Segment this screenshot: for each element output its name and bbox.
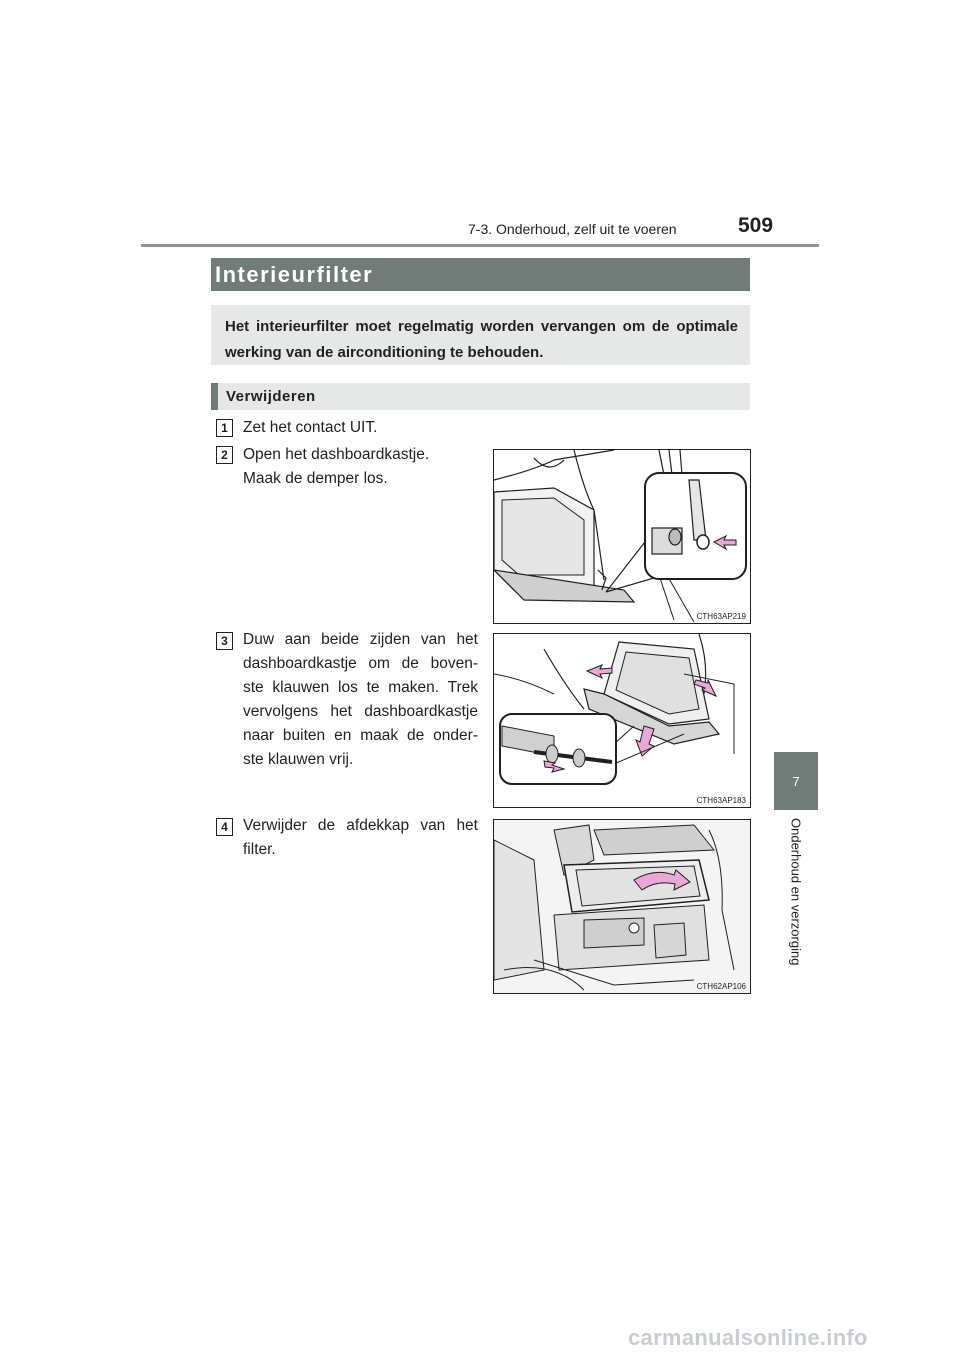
step-number-1: 1 — [216, 419, 233, 437]
step-2-text — [243, 443, 429, 491]
filter-cover-illustration — [494, 820, 750, 993]
step-number-3: 3 — [216, 632, 233, 650]
header-rule — [141, 244, 819, 247]
subsection-heading: Verwijderen — [211, 383, 750, 410]
step-4-line: Verwijder de afdekkap van het — [243, 817, 478, 834]
page-number: 509 — [738, 214, 774, 237]
step-3-line: vervolgens het dashboardkastje — [243, 703, 478, 720]
chapter-tab: 7 — [774, 752, 818, 810]
glovebox-damper-illustration — [494, 450, 750, 623]
chapter-label-text: Onderhoud en verzorging — [788, 818, 804, 966]
step-1-line: Zet het contact UIT. — [243, 419, 378, 436]
step-1-text — [243, 416, 377, 440]
figure-code: CTH63AP219 — [696, 612, 746, 621]
header-section-title: 7-3. Onderhoud, zelf uit te voeren — [468, 221, 677, 237]
section-title: Interieurfilter — [211, 258, 750, 291]
step-3-line: ste klauwen los te maken. Trek — [243, 679, 478, 696]
figure-filter-cover — [493, 819, 751, 994]
step-2-line: Maak de demper los. — [243, 470, 388, 487]
step-3-line: naar buiten en maak de onder- — [243, 727, 478, 744]
step-3-text — [243, 628, 478, 772]
step-4-line: filter. — [243, 841, 276, 858]
step-number-2: 2 — [216, 446, 233, 464]
step-3-line: ste klauwen vrij. — [243, 751, 354, 768]
chapter-label — [786, 818, 806, 988]
figure-glovebox-claws — [493, 633, 751, 808]
figure-code: CTH63AP183 — [696, 796, 746, 805]
step-2-line: Open het dashboardkastje. — [243, 446, 430, 463]
figure-code: CTH62AP106 — [696, 982, 746, 991]
watermark-logo: carmanualsonline.info — [628, 1325, 868, 1350]
step-3-line: dashboardkastje om de boven- — [243, 655, 478, 672]
step-number-4: 4 — [216, 818, 233, 836]
step-3-line: Duw aan beide zijden van het — [243, 631, 478, 648]
figure-glovebox-damper — [493, 449, 751, 624]
intro-box: Het interieurfilter moet regelmatig worden vervangen om de optimale werking van de airconditioning te behouden. — [211, 305, 750, 365]
step-4-text — [243, 814, 478, 862]
glovebox-claws-illustration — [494, 634, 750, 807]
